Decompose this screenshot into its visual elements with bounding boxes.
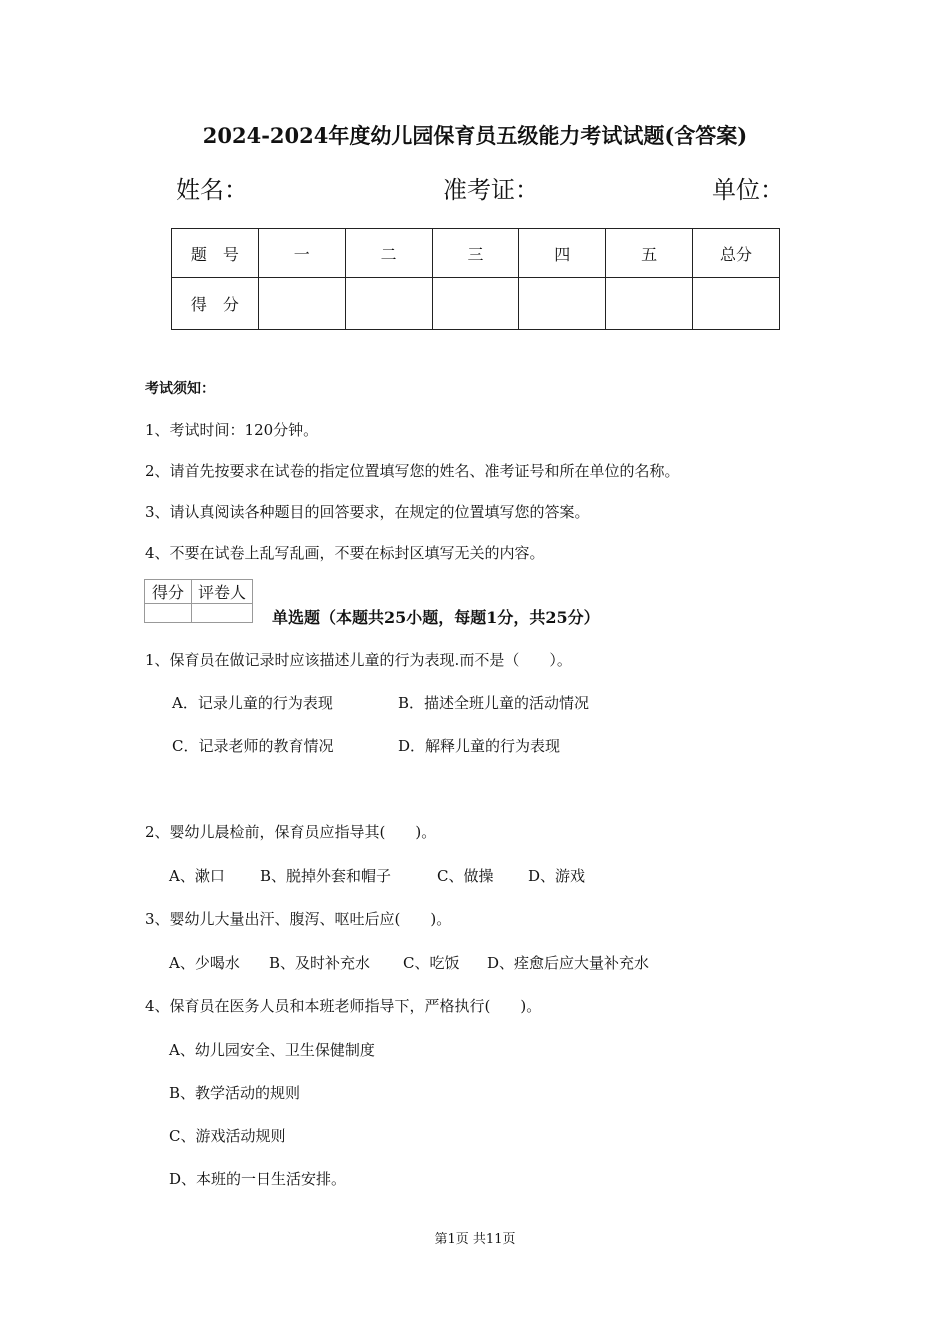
unit-field-label: 单位： [712,176,784,204]
score-cell[interactable] [519,278,606,330]
question-option[interactable]: D、游戏 [528,867,586,885]
score-table-header-cell: 一 [258,229,345,278]
score-table-header-cell: 三 [432,229,519,278]
question-option[interactable]: B、脱掉外套和帽子 [260,867,392,885]
question-option[interactable]: D．解释儿童的行为表现 [398,737,561,755]
grader-score-label: 得分 [145,580,192,604]
question-option[interactable]: C、做操 [437,867,494,885]
notice-item: 1、考试时间：120分钟。 [145,421,319,439]
question-stem: 1、保育员在做记录时应该描述儿童的行为表现.而不是（ ）。 [145,651,572,669]
question-option[interactable]: A．记录儿童的行为表现 [172,694,333,712]
question-option[interactable]: C、吃饭 [403,954,460,972]
question-stem: 3、婴幼儿大量出汗、腹泻、呕吐后应( )。 [145,910,452,928]
score-table-header-cell: 四 [519,229,606,278]
page-title: 2024-2024年度幼儿园保育员五级能力考试试题(含答案) [202,123,748,148]
score-table-header-cell: 题 号 [172,229,259,278]
score-cell[interactable] [432,278,519,330]
notice-heading: 考试须知： [145,381,215,397]
question-option[interactable]: B．描述全班儿童的活动情况 [398,694,590,712]
question-option[interactable]: A、少喝水 [169,954,240,972]
score-cell[interactable] [693,278,780,330]
question-option[interactable]: A、漱口 [169,867,225,885]
score-table-score-row [172,278,780,330]
notice-item: 4、不要在试卷上乱写乱画，不要在标封区填写无关的内容。 [145,544,545,562]
score-table-header-row [172,229,780,278]
grader-name-cell[interactable] [192,604,253,623]
notice-item: 2、请首先按要求在试卷的指定位置填写您的姓名、准考证号和所在单位的名称。 [145,462,680,480]
question-option[interactable]: A、幼儿园安全、卫生保健制度 [169,1041,375,1059]
score-cell[interactable] [606,278,693,330]
score-row-label: 得 分 [172,278,259,330]
score-table [171,228,780,330]
score-table-header-cell: 总分 [693,229,780,278]
section-title: 单选题（本题共25小题，每题1分，共25分） [272,608,600,627]
question-stem: 2、婴幼儿晨检前，保育员应指导其( )。 [145,823,437,841]
question-option[interactable]: D、本班的一日生活安排。 [169,1170,347,1188]
score-cell[interactable] [258,278,345,330]
score-table-header-cell: 五 [606,229,693,278]
page-footer: 第1页 共11页 [434,1232,516,1247]
notice-item: 3、请认真阅读各种题目的回答要求，在规定的位置填写您的答案。 [145,503,590,521]
question-option[interactable]: D、痊愈后应大量补充水 [487,954,650,972]
question-option[interactable]: C、游戏活动规则 [169,1127,286,1145]
question-stem: 4、保育员在医务人员和本班老师指导下，严格执行( )。 [145,997,542,1015]
grader-name-label: 评卷人 [192,580,253,604]
score-table-header-cell: 二 [345,229,432,278]
grader-box [144,579,253,623]
question-option[interactable]: B、教学活动的规则 [169,1084,301,1102]
name-field-label: 姓名： [176,176,248,204]
exam-id-field-label: 准考证： [443,176,539,204]
score-cell[interactable] [345,278,432,330]
question-option[interactable]: C．记录老师的教育情况 [172,737,334,755]
grader-score-cell[interactable] [145,604,192,623]
question-option[interactable]: B、及时补充水 [269,954,371,972]
